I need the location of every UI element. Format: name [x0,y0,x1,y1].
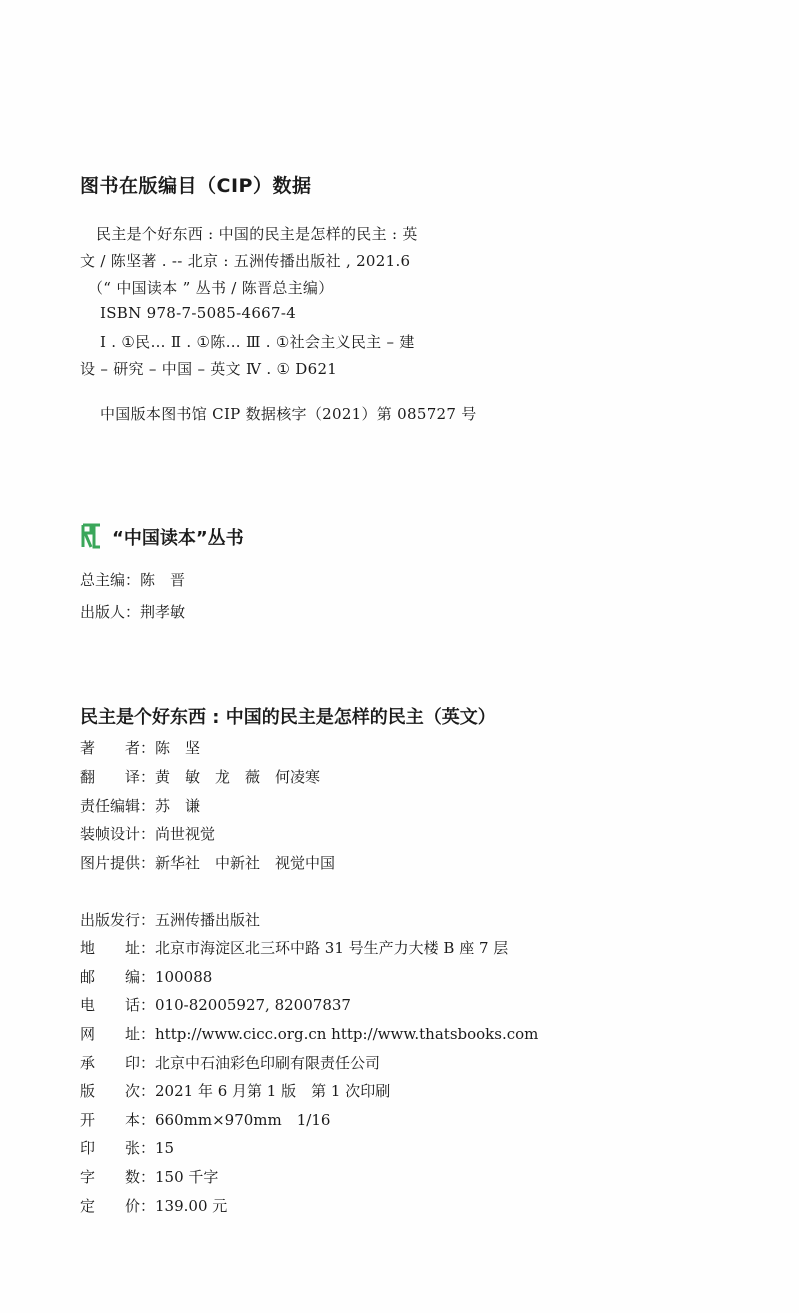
detail-value: 150 千字 [155,1168,219,1186]
detail-label: 网 址： [80,1025,156,1043]
cip-line: Ⅰ . ①民… Ⅱ . ①陈… Ⅲ . ①社会主义民主 – 建 [100,333,415,351]
credit-label: 著 者： [80,739,156,757]
book-title: 民主是个好东西 : 中国的民主是怎样的民主（英文） [80,707,496,728]
detail-label: 承 印： [80,1054,156,1072]
publisher-row [80,601,185,622]
detail-value: 北京中石油彩色印刷有限责任公司 [155,1054,381,1072]
publisher-label: 出版人： [80,603,141,621]
detail-label: 地 址： [80,939,156,957]
detail-label: 开 本： [80,1111,156,1129]
cip-isbn: ISBN 978-7-5085-4667-4 [100,304,297,322]
credit-value: 黄 敏 龙 薇 何凌寒 [155,768,321,786]
chief-editor-value: 陈 晋 [140,571,186,589]
detail-value: 2021 年 6 月第 1 版 第 1 次印刷 [155,1082,391,1100]
detail-label: 出版发行： [80,911,156,929]
detail-value: http://www.cicc.org.cn http://www.thatsbooks.com [155,1025,539,1043]
detail-label: 版 次： [80,1082,156,1100]
credit-value: 尚世视觉 [155,825,216,843]
publisher-value: 荆孝敏 [140,603,186,621]
detail-row [80,909,260,930]
detail-row [80,1166,218,1187]
credit-label: 图片提供： [80,854,156,872]
detail-row [80,966,212,987]
detail-row [80,1109,330,1130]
detail-row [80,1023,538,1044]
series-logo-icon [80,522,102,550]
credit-row [80,737,200,758]
detail-row [80,1052,380,1073]
detail-value: 15 [155,1139,175,1157]
detail-value: 100088 [155,968,213,986]
credit-row [80,823,215,844]
detail-value: 660mm×970mm 1/16 [155,1111,331,1129]
detail-row [80,994,351,1015]
credit-value: 陈 坚 [155,739,201,757]
detail-value: 139.00 元 [155,1197,228,1215]
credit-row [80,795,200,816]
credit-row [80,852,335,873]
credit-row [80,766,320,787]
detail-row [80,1137,174,1158]
detail-row [80,937,508,958]
detail-value: 北京市海淀区北三环中路 31 号生产力大楼 B 座 7 层 [155,939,509,957]
detail-value: 010-82005927, 82007837 [155,996,351,1014]
detail-label: 邮 编： [80,968,156,986]
series-name: “中国读本”丛书 [112,528,244,549]
credit-value: 新华社 中新社 视觉中国 [155,854,336,872]
credit-label: 装帧设计： [80,825,156,843]
detail-row [80,1195,227,1216]
detail-value: 五洲传播出版社 [155,911,261,929]
detail-row [80,1080,390,1101]
credit-value: 苏 谦 [155,797,201,815]
cip-heading: 图书在版编目（CIP）数据 [80,175,312,197]
cip-line: 民主是个好东西 : 中国的民主是怎样的民主 : 英 [96,225,418,243]
cip-line: 文 / 陈坚著 . -- 北京 : 五洲传播出版社 , 2021.6 [80,252,411,270]
credit-label: 责任编辑： [80,797,156,815]
detail-label: 字 数： [80,1168,156,1186]
chief-editor-label: 总主编： [80,571,141,589]
detail-label: 定 价： [80,1197,156,1215]
cip-line: 设 – 研究 – 中国 – 英文 Ⅳ . ① D621 [80,360,338,378]
detail-label: 印 张： [80,1139,156,1157]
chief-editor-row [80,569,185,590]
credit-label: 翻 译： [80,768,156,786]
cip-line: （“ 中国读本 ” 丛书 / 陈晋总主编） [88,279,334,297]
detail-label: 电 话： [80,996,156,1014]
cip-library-note: 中国版本图书馆 CIP 数据核字（2021）第 085727 号 [100,405,477,423]
